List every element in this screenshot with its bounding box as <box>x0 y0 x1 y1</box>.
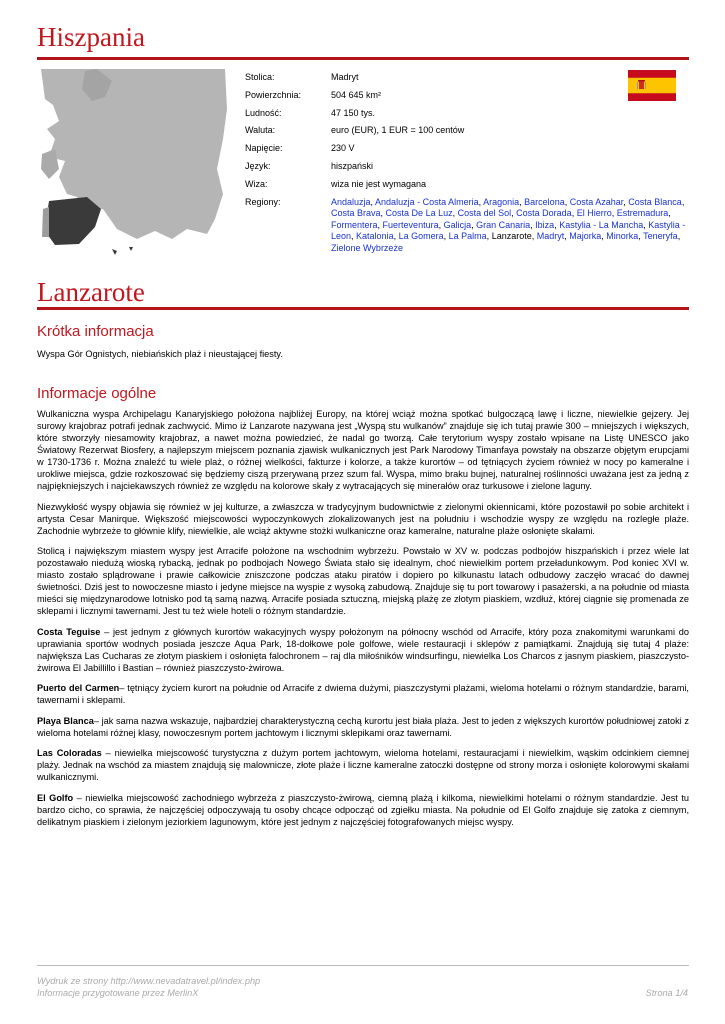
paragraph-text: – jak sama nazwa wskazuje, najbardziej charakterystyczną cechą kurortu jest biała plaża. Jest to jeden z większych kurortów południowej zatoki z wieloma hotelami różnej klasy, nowoczesnym portem jachtowym i licznymi sklepikami oraz tawernami. <box>37 715 689 738</box>
region-link[interactable]: Estremadura <box>616 208 669 219</box>
destination-divider <box>37 307 689 310</box>
info-paragraph <box>37 626 689 674</box>
info-paragraph <box>37 747 689 783</box>
region-link[interactable]: Gran Canaria <box>476 219 531 230</box>
region-link[interactable]: Andaluzja - Costa Almeria <box>375 196 479 207</box>
fact-row: Napięcie: 230 V <box>245 143 355 154</box>
region-link[interactable]: La Palma <box>448 231 487 242</box>
region-link[interactable]: Costa De La Luz <box>385 208 453 219</box>
region-link[interactable]: Ibiza <box>535 219 555 230</box>
title-divider <box>37 57 689 60</box>
paragraph-text: – tętniący życiem kurort na południe od Arracife z dwiema dużymi, piaszczystymi plażami, wieloma hotelami o różnym standardzie, barami, tawernami i sklepami. <box>37 683 689 705</box>
short-info-text: Wyspa Gór Ognistych, niebiańskich plaż i nieustającej fiesty. <box>37 349 283 359</box>
fact-row: Ludność: 47 150 tys. <box>245 107 376 118</box>
region-link[interactable]: Galicja <box>443 219 472 230</box>
info-paragraph <box>37 715 689 739</box>
footer-prepared-by: Informacje przygotowane przez MerlinX <box>37 988 199 998</box>
destination-title: Lanzarote <box>37 277 145 307</box>
region-link: Lanzarote <box>491 231 532 242</box>
regions-list: Andaluzja, Andaluzja - Costa Almeria, Aragonia, Barcelona, Costa Azahar, Costa Blanca, Costa Brava, Costa De La Luz, Costa del Sol, Costa Dorada, El Hierro, Estremadura, Formentera, Fuerteventura, Galicja, Gran Canaria, Ibiza, Kastylia - La Mancha, Kastylia - Leon, Katalonia, La Gomera, La Palma, Lanzarote, Madryt, Majorka, Minorka, Teneryfa, Zielone Wybrzeże <box>331 196 686 253</box>
place-name: El Golfo <box>37 792 74 803</box>
info-paragraph <box>37 545 689 617</box>
europe-map <box>37 69 227 262</box>
place-name: Puerto del Carmen <box>37 683 120 693</box>
region-link[interactable]: Katalonia <box>356 231 394 242</box>
region-link[interactable]: Aragonia <box>483 196 520 207</box>
country-title: Hiszpania <box>37 22 145 52</box>
spain-flag-icon <box>628 70 676 101</box>
region-link[interactable]: Costa Dorada <box>516 208 572 219</box>
short-info-heading: Krótka informacja <box>37 323 154 340</box>
fact-row: Wiza: wiza nie jest wymagana <box>245 178 427 189</box>
region-link[interactable]: Zielone Wybrzeże <box>331 242 403 253</box>
paragraph-text: Stolicą i największym miastem wyspy jest Arracife położone na wschodnim wybrzeżu. Powstało w XV w. podczas podbojów hiszpańskich i przez wiele lat pozostawało niedużą wioską rybacką, jednak po podbojach Nowego Świata stało się idealnym, choć niewielkim portem przeładunkowym. Pod koniec XVI w. miasto zostało splądrowane i prawie całkowicie zniszczone podczas ataku piratów i dopiero po kilkunastu latach odbudowy zaczęło wracać do dawnej świetności. Dziś jest to nowoczesne miasto i jedyne miejsce na wyspie z wysoką zabudową. Znajduje się tu port towarowy i pasażerski, a na południe od miasta mieści się międzynarodowe lotnisko pod tą samą nazwą. Arracife posiada sztuczną, miejską plażę ze złotym piaskiem, wzdłuż, której ciągnie się promenada ze sklepami i licznymi tawernami. Jest tu też wiele hoteli o różnym standardzie. <box>37 546 689 616</box>
region-link[interactable]: Fuerteventura <box>382 219 439 230</box>
footer-divider <box>37 965 689 966</box>
region-link[interactable]: Kastylia - La Mancha <box>559 219 644 230</box>
region-link[interactable]: Majorka <box>569 231 602 242</box>
paragraph-text: – niewielka miejscowość turystyczna z dużym portem jachtowym, wieloma hotelami, restauracjami i niewielkim, wąskim odcinkiem ciemnej plaży. Jednak na wschód za miastem znajdują się malownicze, złote plaże i liczne kameralne zatoczki dostępne od strony morza i osłonięte kolorowymi skałami wulkanicznymi. <box>37 748 690 782</box>
region-link[interactable]: Costa Blanca <box>628 196 682 207</box>
paragraph-text: Niezwykłość wyspy objawia się również w jej kulturze, a zwłaszcza w tradycyjnym budownictwie z zielonymi okiennicami, które pozostawił po sobie architekt i artysta Cesar Manirque. Większość miejscowości wypoczynkowych zlokalizowanych jest na południu i wschodzie wyspy ze względu na rozległe plaże. Zachodnie wybrzeże to głównie klify, niewielkie, ale wciąż aktywne stożki wulkaniczne oraz kameralne, naturalne plaże osłonięte skałami. <box>37 501 689 536</box>
place-name: Playa Blanca <box>37 715 94 726</box>
region-link[interactable]: Teneryfa <box>643 231 678 242</box>
region-link[interactable]: La Gomera <box>398 231 444 242</box>
region-link[interactable]: Minorka <box>606 231 639 242</box>
general-info-heading: Informacje ogólne <box>37 385 157 402</box>
region-link[interactable]: El Hierro <box>576 208 612 219</box>
info-paragraph <box>37 501 689 537</box>
region-link[interactable]: Costa del Sol <box>457 208 512 219</box>
region-link[interactable]: Madryt <box>536 231 565 242</box>
footer-print-source: Wydruk ze strony http://www.nevadatravel.pl/index.php <box>37 976 261 986</box>
region-link[interactable]: Kastylia - Leon <box>331 219 686 242</box>
region-link[interactable]: Andaluzja <box>331 196 371 207</box>
regions-row: Regiony: Andaluzja, Andaluzja - Costa Almeria, Aragonia, Barcelona, Costa Azahar, Costa Blanca, Costa Brava, Costa De La Luz, Costa del Sol, Costa Dorada, El Hierro, Estremadura, Formentera, Fuerteventura, Galicja, Gran Canaria, Ibiza, Kastylia - La Mancha, Kastylia - Leon, Katalonia, La Gomera, La Palma, Lanzarote, Madryt, Majorka, Minorka, Teneryfa, Zielone Wybrzeże <box>245 197 695 255</box>
paragraph-text: – jest jednym z głównych kurortów wakacyjnych wyspy położonym na północny wschód od Arracife, który poza znakomitymi warunkami do uprawiania sportów wodnych posiada jeszcze Aqua Park, 18-dołkowe pole golfowe, wiele restauracji i sklepów z pamiątkami. Znajdują się tutaj 4 plaże: największa Las Cucharas ze złotym piaskiem i osłonięta falochronem – raj dla miłośników windsurfingu, niewielka Los Charcos z jasnym piaskiem, piaszczysto-żwirowa El Jabillillo i Bastian – również piaszczysto-żwirowa. <box>37 626 689 673</box>
region-link[interactable]: Costa Azahar <box>569 196 624 207</box>
region-link[interactable]: Costa Brava <box>331 208 381 219</box>
place-name: Costa Teguise <box>37 626 101 637</box>
paragraph-text: Wulkaniczna wyspa Archipelagu Kanaryjskiego położona najbliżej Europy, na której wciąż można spotkać bulgoczącą lawę i liczne, niewielkie gejzery. Jej surowy krajobraz potrafi jednak zachwycić. Mimo iż Lanzarote nazywana jest „Wyspą stu wulkanów” znajduje się ich tutaj prawie 300 – mniejszych i większych, które stworzyły niesamowity krajobraz, a nawet można powiedzieć, że nadal go tworzą. Całe terytorium wyspy zostało wpisane na Listę UNESCO jako Światowy Rezerwat Biosfery, a najlepszym miejscem poznania zjawisk wulkanicznych jest Park Narodowy Timanfaya powstały na obszarze objętym erupcjami w 1730-1736 r. Można znaleźć tu wiele plaż, o różnej wielkości, fakturze i kolorze, a także kurortów – od tętniących życiem również w nocy po kameralne i urokliwe miejsca, gdzie rozkoszować się będziemy ciszą przerywaną przez szum fal. Wyspa, mimo braku bujnej, naturalnej roślinności uważana jest za jedną z najpiękniejszych i najciekawszych również ze względu na kolorowe skały z wytracających się minerałów oraz turkusowe i zielone laguny. <box>37 409 689 491</box>
fact-row: Stolica: Madryt <box>245 72 359 82</box>
page-number: Strona 1/4 <box>645 988 688 998</box>
fact-row: Język: hiszpański <box>245 160 374 171</box>
info-paragraph <box>37 792 689 828</box>
general-info-body <box>37 408 689 836</box>
region-link[interactable]: Formentera <box>331 219 378 230</box>
info-paragraph <box>37 682 689 706</box>
region-link[interactable]: Barcelona <box>524 196 565 207</box>
fact-row: Waluta: euro (EUR), 1 EUR = 100 centów <box>245 125 465 136</box>
place-name: Las Coloradas <box>37 748 102 758</box>
info-paragraph <box>37 408 689 492</box>
fact-row: Powierzchnia: 504 645 km² <box>245 89 382 100</box>
paragraph-text: – niewielka miejscowość zachodniego wybrzeża z piaszczysto-żwirową, ciemną plażą i kilkoma, niewielkimi hotelami o różnym standardzie. Jest tu bardzo cicho, co sprawia, że najczęściej odpoczywają tu osoby chcące odpocząć od zgiełku miasta. Na południe od El Golfo znajduje się zatoka z ciemnym, delikatnym piaskiem i zielonym jeziorkiem lagunowym, które jest jednym z najczęściej fotografowanych miejsc wyspy. <box>37 792 689 827</box>
